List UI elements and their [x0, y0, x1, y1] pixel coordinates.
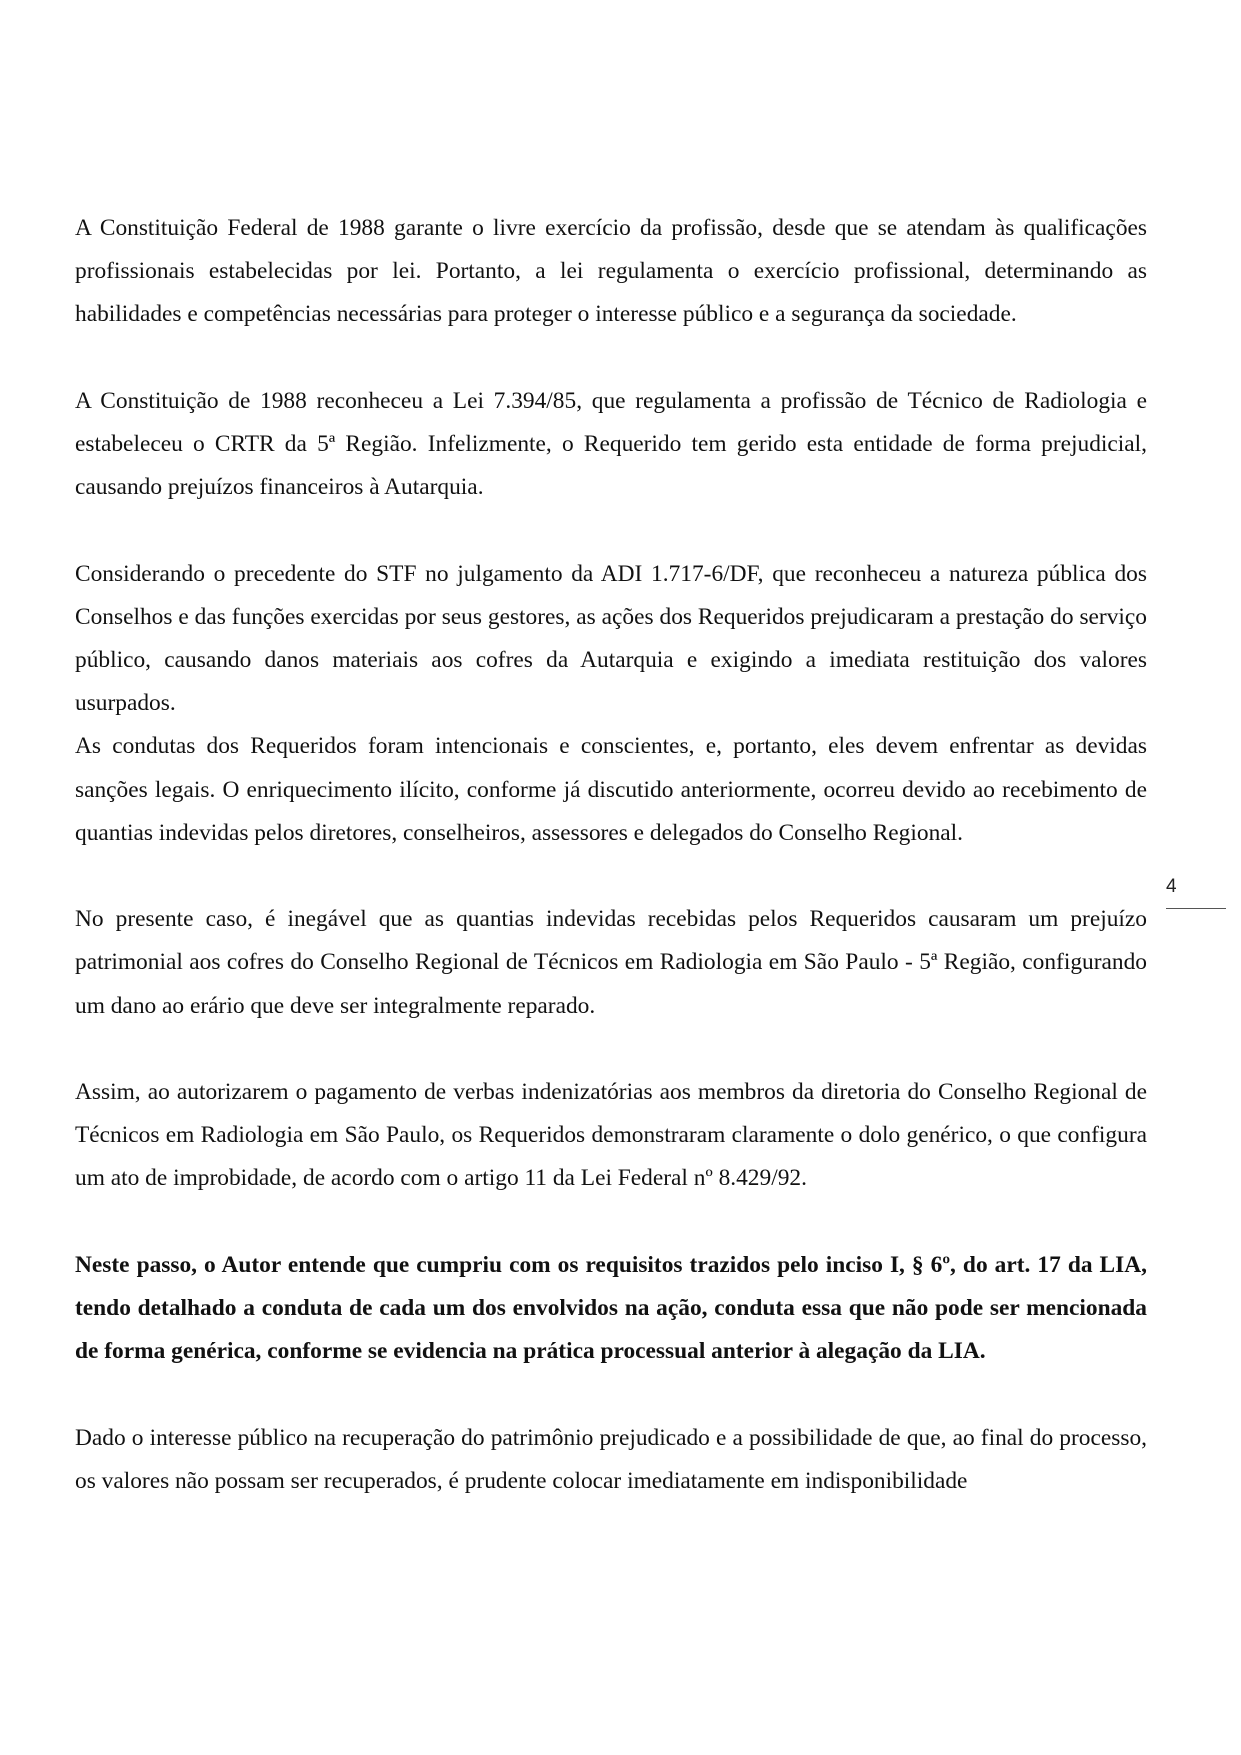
paragraph: Assim, ao autorizarem o pagamento de verbas indenizatórias aos membros da diretoria do Conselho Regional de Técnicos em Radiologia em São Paulo, os Requeridos demonstraram claramente o dolo genérico, o que configura um ato de improbidade, de acordo com o artigo 11 da Lei Federal nº 8.429/92.: [75, 1079, 1147, 1192]
paragraph-spacer: [75, 1373, 1147, 1416]
paragraph-spacer: [75, 855, 1147, 898]
paragraph-spacer: [75, 1028, 1147, 1071]
paragraph: No presente caso, é inegável que as quantias indevidas recebidas pelos Requeridos causaram um prejuízo patrimonial aos cofres do Conselho Regional de Técnicos em Radiologia em São Paulo - 5ª Região, configurando um dano ao erário que deve ser integralmente reparado.: [75, 906, 1147, 1019]
page-number: 4: [1166, 876, 1177, 897]
paragraph-spacer: [75, 337, 1147, 380]
paragraph: A Constituição Federal de 1988 garante o livre exercício da profissão, desde que se atendam às qualificações profissionais estabelecidas por lei. Portanto, a lei regulamenta o exercício profissional, determinando as habilidades e competências necessárias para proteger o interesse público e a segurança da sociedade.: [75, 215, 1147, 328]
paragraph-spacer: [75, 1201, 1147, 1244]
paragraph: Dado o interesse público na recuperação do patrimônio prejudicado e a possibilidade de que, ao final do processo, os valores não possam ser recuperados, é prudente colocar imediatamente em indisponibilidade: [75, 1424, 1147, 1494]
paragraph: Considerando o precedente do STF no julgamento da ADI 1.717-6/DF, que reconheceu a natureza pública dos Conselhos e das funções exercidas por seus gestores, as ações dos Requeridos prejudicaram a prestação do serviço público, causando danos materiais aos cofres da Autarquia e exigindo a imediata restituição dos valores usurpados.: [75, 560, 1147, 717]
paragraph: As condutas dos Requeridos foram intencionais e conscientes, e, portanto, eles devem enfrentar as devidas sanções legais. O enriquecimento ilícito, conforme já discutido anteriormente, ocorreu devido ao recebimento de quantias indevidas pelos diretores, conselheiros, assessores e delegados do Conselho Regional.: [75, 733, 1147, 846]
paragraph-spacer: [75, 509, 1147, 552]
bold-paragraph: Neste passo, o Autor entende que cumpriu com os requisitos trazidos pelo inciso I, § 6º, do art. 17 da LIA, tendo detalhado a conduta de cada um dos envolvidos na ação, conduta essa que não pode ser mencionada de forma genérica, conforme se evidencia na prática processual anterior à alegação da LIA.: [75, 1251, 1147, 1365]
paragraph: A Constituição de 1988 reconheceu a Lei 7.394/85, que regulamenta a profissão de Técnico de Radiologia e estabeleceu o CRTR da 5ª Região. Infelizmente, o Requerido tem gerido esta entidade de forma prejudicial, causando prejuízos financeiros à Autarquia.: [75, 387, 1147, 501]
document-body: [75, 207, 1147, 1503]
page-number-divider: [1166, 908, 1226, 909]
